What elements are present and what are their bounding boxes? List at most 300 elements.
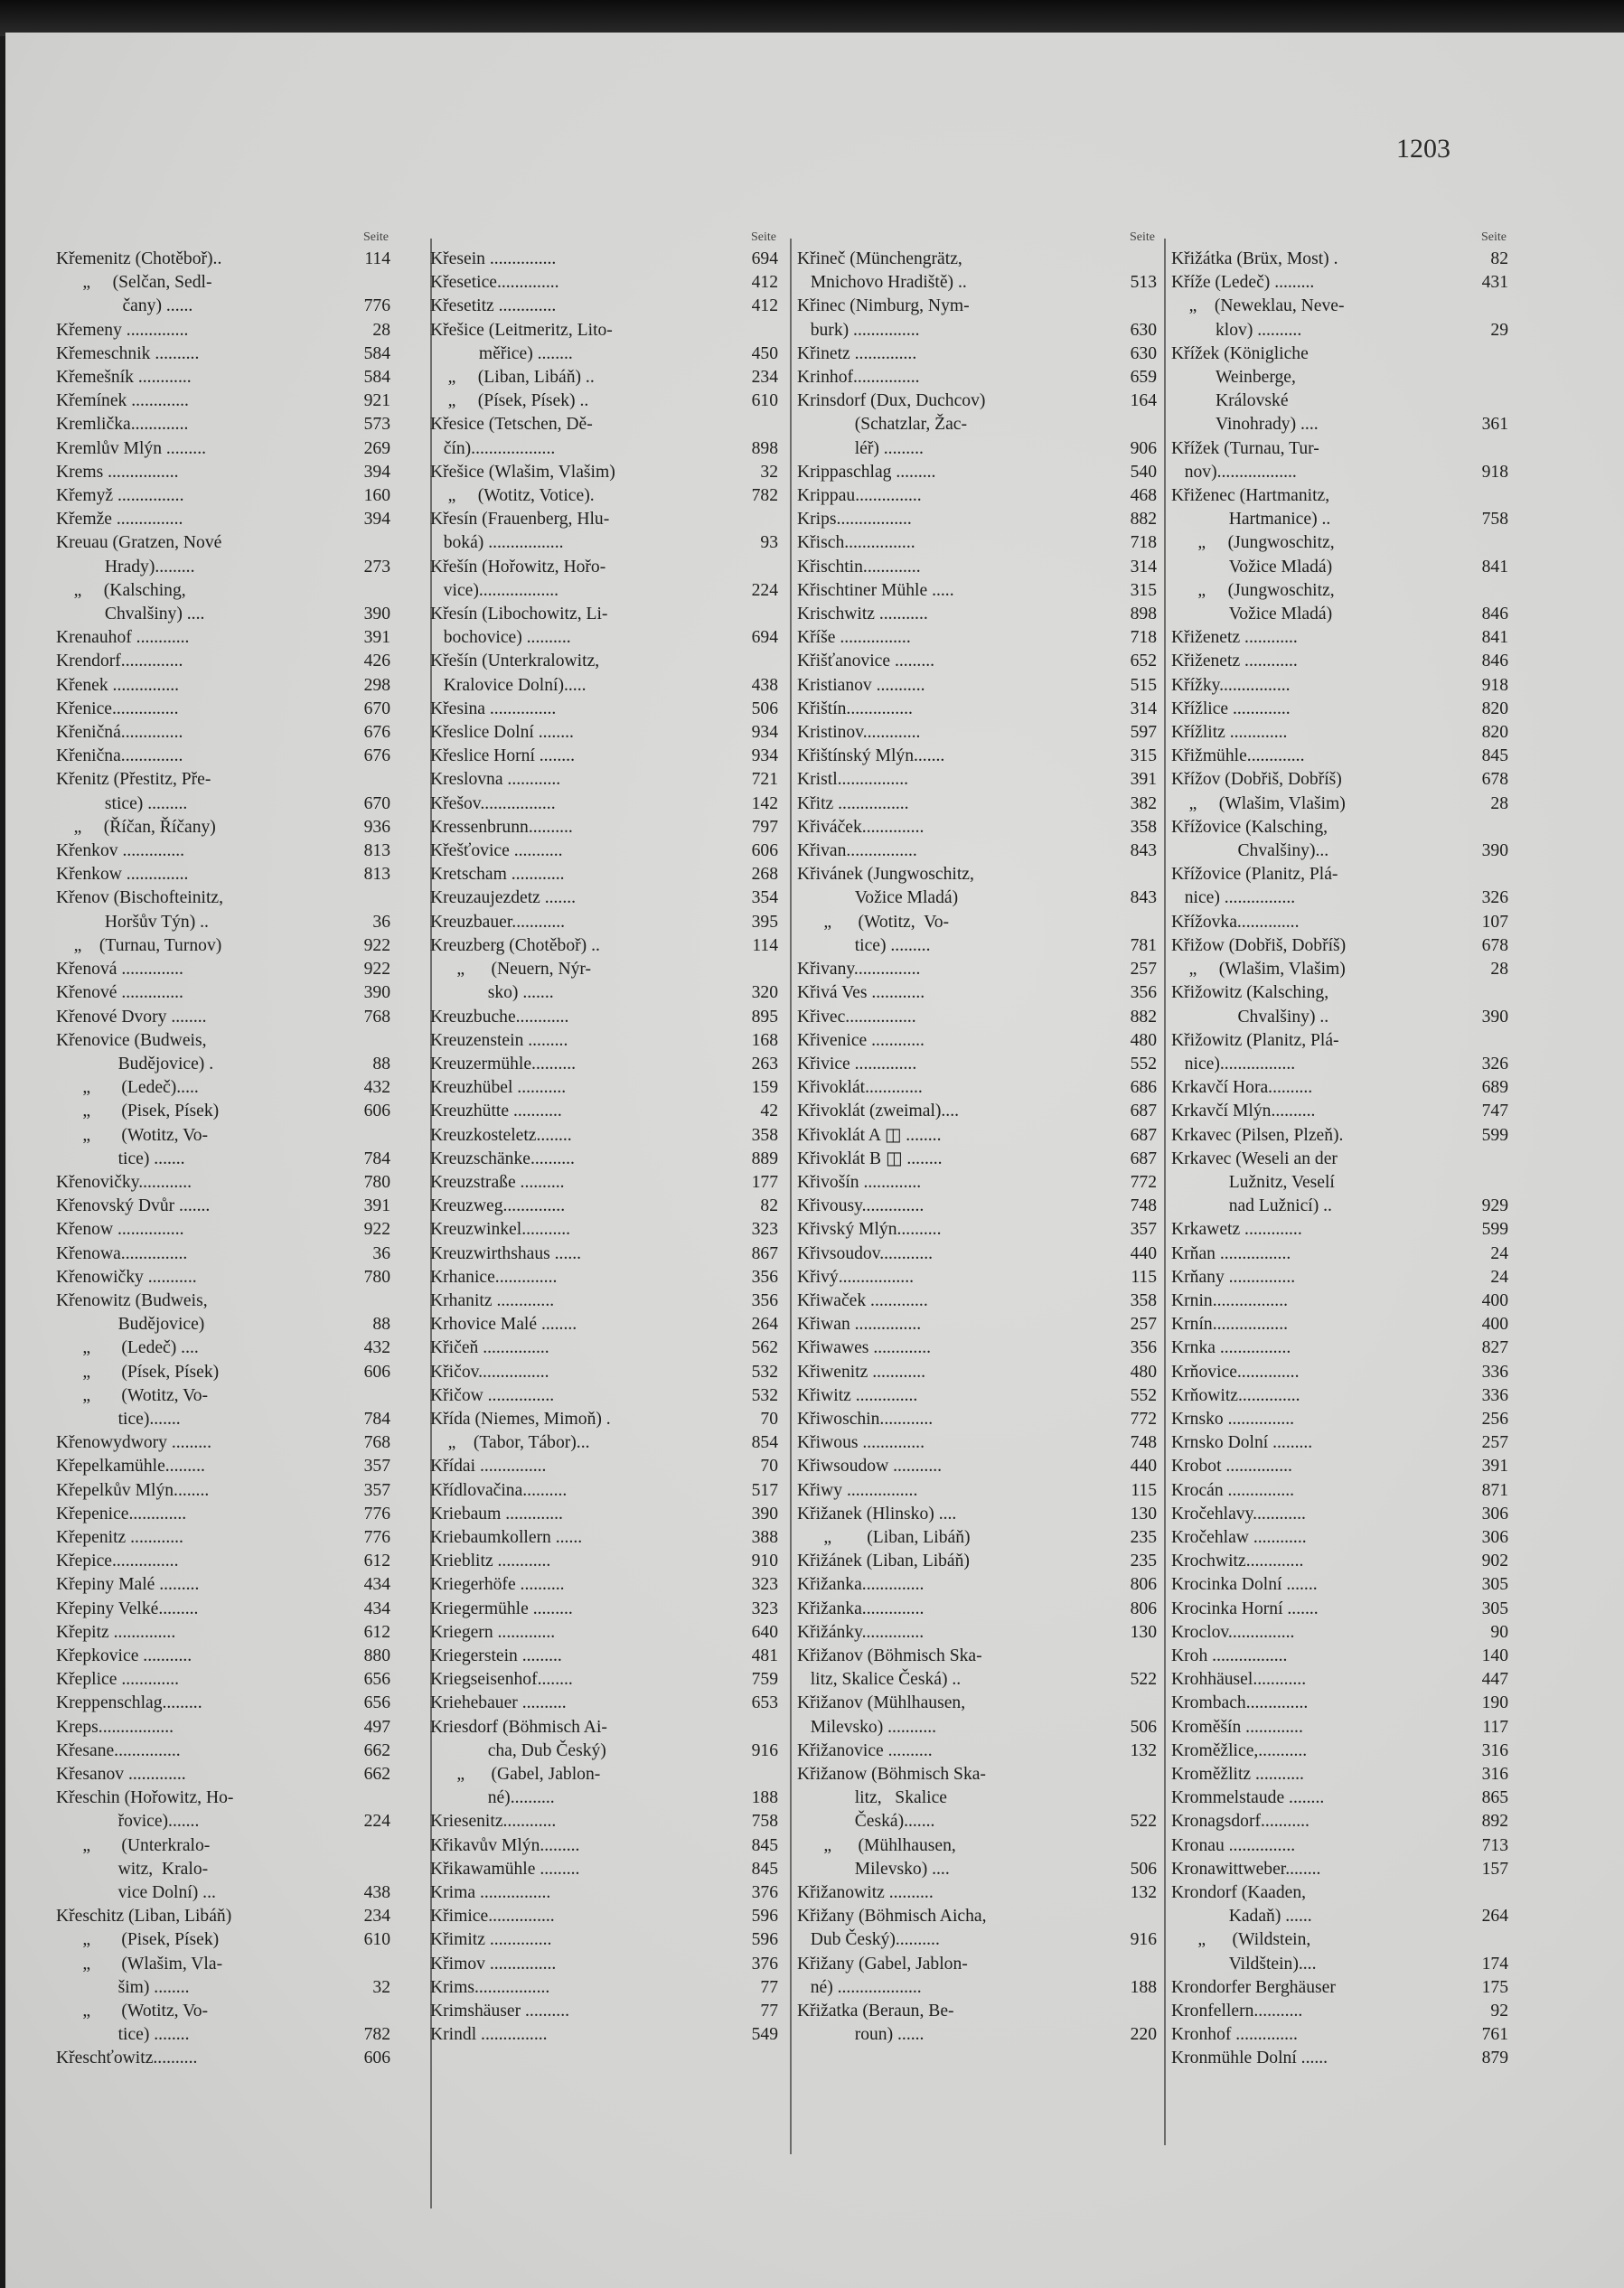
entry-place-name: Křivošín ............. [797, 1172, 922, 1192]
entry-page-number: 434 [363, 1575, 390, 1595]
index-entry [1171, 816, 1508, 839]
entry-place-name: Budějovice) [56, 1315, 205, 1335]
index-entry [56, 1171, 390, 1195]
entry-page-number: 264 [1481, 1907, 1508, 1927]
entry-place-name: „ (Wotitz, Vo- [56, 1125, 209, 1145]
entry-place-name: Krischwitz ........... [797, 605, 928, 624]
entry-page-number: 28 [1490, 960, 1508, 980]
entry-place-name: Krnin................. [1171, 1290, 1288, 1310]
index-entry [56, 271, 390, 295]
index-entry [430, 934, 778, 958]
entry-place-name: Kreuzkosteletz........ [430, 1125, 572, 1145]
entry-page-number: 177 [751, 1172, 778, 1192]
entry-place-name: Horšův Týn) .. [56, 912, 209, 932]
index-entry [1171, 1668, 1508, 1692]
column-divider [1164, 239, 1166, 2145]
entry-place-name: „ (Liban, Libáň) [797, 1527, 971, 1547]
entry-place-name: „ (Selčan, Sedl- [56, 273, 212, 293]
entry-page-number: 797 [751, 817, 778, 837]
index-entry [56, 721, 390, 745]
index-entry [797, 295, 1157, 318]
entry-place-name: Křišťanovice ......... [797, 652, 935, 671]
entry-place-name: Křepelkamühle......... [56, 1457, 205, 1477]
entry-place-name: Křižanov (Mühlhausen, [797, 1693, 966, 1713]
entry-place-name: Křischtiner Mühle ..... [797, 580, 954, 600]
entry-page-number: 552 [1130, 1054, 1157, 1074]
entry-page-number: 391 [1130, 770, 1157, 790]
index-entry [430, 248, 778, 271]
index-entry [797, 1953, 1157, 1976]
index-entry [1171, 650, 1508, 673]
entry-place-name: Křenowydwory ......... [56, 1433, 211, 1453]
entry-page-number: 659 [1130, 368, 1157, 388]
index-entry [56, 1384, 390, 1408]
entry-place-name: Křivoklát A ◫ ........ [797, 1125, 942, 1145]
entry-place-name: Křížek (Turnau, Tur- [1171, 438, 1319, 458]
index-entry [430, 295, 778, 318]
entry-page-number: 88 [372, 1315, 390, 1335]
entry-place-name: Křešín (Unterkralowitz, [430, 652, 600, 671]
entry-page-number: 782 [751, 486, 778, 506]
entry-place-name: Křischtin............. [797, 557, 921, 577]
entry-place-name: „ (Turnau, Turnov) [56, 935, 222, 955]
entry-place-name: Křížovice (Planitz, Plá- [1171, 865, 1338, 885]
entry-place-name: Křižatka (Beraun, Be- [797, 2002, 954, 2021]
entry-page-number: 867 [751, 1243, 778, 1263]
index-entry [797, 271, 1157, 295]
index-entry [1171, 271, 1508, 295]
entry-page-number: 394 [363, 510, 390, 530]
index-entry [56, 958, 390, 981]
index-entry [430, 911, 778, 934]
entry-page-number: 323 [751, 1575, 778, 1595]
entry-page-number: 24 [1490, 1267, 1508, 1287]
entry-page-number: 780 [363, 1267, 390, 1287]
entry-place-name: Krimshäuser .......... [430, 2002, 570, 2021]
index-entry [797, 839, 1157, 863]
index-entry [430, 1289, 778, 1313]
entry-page-number: 843 [1130, 888, 1157, 908]
entry-place-name: „ (Wotitz, Vo- [56, 1385, 209, 1405]
entry-page-number: 142 [751, 793, 778, 813]
entry-page-number: 599 [1481, 1220, 1508, 1240]
entry-place-name: Kristinov............. [797, 723, 921, 743]
entry-place-name: Křičeň ............... [430, 1338, 549, 1358]
entry-place-name: Křenové .............. [56, 983, 183, 1003]
index-entry [430, 1431, 778, 1455]
entry-place-name: Křeschin (Hořowitz, Ho- [56, 1788, 234, 1808]
index-entry [797, 981, 1157, 1005]
index-entry [56, 934, 390, 958]
entry-page-number: 320 [751, 983, 778, 1003]
entry-page-number: 24 [1490, 1243, 1508, 1263]
entry-place-name: Krima ................ [430, 1883, 551, 1903]
entry-page-number: 640 [751, 1622, 778, 1642]
index-entry [56, 579, 390, 603]
entry-page-number: 610 [751, 391, 778, 411]
entry-page-number: 234 [751, 368, 778, 388]
entry-place-name: „ (Jungwoschitz, [1171, 533, 1335, 553]
entry-place-name: Kroclov............... [1171, 1622, 1295, 1642]
index-entry [56, 437, 390, 461]
index-entry [430, 1834, 778, 1858]
entry-place-name: Kronmühle Dolní ...... [1171, 2049, 1328, 2068]
entry-place-name: Křinec (Nimburg, Nym- [797, 296, 970, 316]
entry-page-number: 268 [751, 865, 778, 885]
index-entry [56, 839, 390, 863]
index-entry [430, 508, 778, 531]
index-entry [56, 1408, 390, 1431]
entry-place-name: nov).................. [1171, 462, 1297, 482]
index-entry [1171, 1905, 1508, 1928]
entry-place-name: Křištín............... [797, 699, 913, 718]
index-entry [1171, 1645, 1508, 1668]
index-entry [56, 484, 390, 508]
entry-place-name: Křesina ............... [430, 699, 557, 718]
entry-page-number: 889 [751, 1149, 778, 1168]
entry-page-number: 264 [751, 1315, 778, 1335]
entry-place-name: Kriegerhöfe .......... [430, 1575, 565, 1595]
entry-page-number: 357 [1130, 1220, 1157, 1240]
index-entry [1171, 1953, 1508, 1976]
index-entry [1171, 1431, 1508, 1455]
entry-place-name: nice) ................ [1171, 888, 1296, 908]
entry-place-name: Krocinka Dolní ....... [1171, 1575, 1318, 1595]
entry-page-number: 90 [1490, 1622, 1508, 1642]
entry-place-name: Křivec................ [797, 1007, 916, 1027]
entry-place-name: klov) .......... [1171, 320, 1302, 340]
index-entry [56, 911, 390, 934]
entry-place-name: Křiwitz .............. [797, 1385, 918, 1405]
entry-place-name: Kreuzwirthshaus ...... [430, 1243, 582, 1263]
index-entry [1171, 366, 1508, 389]
entry-place-name: Křikawamühle ......... [430, 1859, 580, 1879]
entry-page-number: 820 [1481, 699, 1508, 718]
entry-place-name: Křenowa............... [56, 1243, 188, 1263]
entry-place-name: Křižow (Dobřiš, Dobříš) [1171, 935, 1347, 955]
entry-place-name: Kříše ................ [797, 628, 911, 648]
entry-place-name: Chvalšiny) .. [1171, 1007, 1329, 1027]
entry-place-name: „ (Wlašim, Vlašim) [1171, 793, 1346, 813]
entry-page-number: 721 [751, 770, 778, 790]
entry-page-number: 305 [1481, 1599, 1508, 1618]
entry-page-number: 806 [1130, 1599, 1157, 1618]
entry-page-number: 694 [751, 249, 778, 268]
entry-page-number: 481 [751, 1646, 778, 1665]
entry-page-number: 88 [372, 1054, 390, 1074]
entry-page-number: 687 [1130, 1149, 1157, 1168]
index-entry [1171, 934, 1508, 958]
entry-page-number: 431 [1481, 273, 1508, 293]
entry-page-number: 584 [363, 343, 390, 363]
entry-page-number: 224 [363, 1812, 390, 1832]
index-entry [797, 1645, 1157, 1668]
entry-place-name: Křižanowitz .......... [797, 1883, 934, 1903]
entry-place-name: Kriegseisenhof........ [430, 1670, 573, 1690]
entry-place-name: Kroh ................. [1171, 1646, 1288, 1665]
index-entry [430, 1171, 778, 1195]
entry-page-number: 273 [363, 557, 390, 577]
index-entry [430, 1479, 778, 1503]
entry-place-name: Křenkow .............. [56, 865, 189, 885]
entry-place-name: Krhanice.............. [430, 1267, 558, 1287]
index-entry [797, 1550, 1157, 1573]
entry-place-name: Křenek ............... [56, 675, 180, 695]
index-entry [1171, 1692, 1508, 1715]
entry-page-number: 599 [1481, 1125, 1508, 1145]
entry-page-number: 36 [372, 912, 390, 932]
entry-place-name: Křeplice ............. [56, 1670, 180, 1690]
entry-place-name: Krippau............... [797, 486, 922, 506]
entry-place-name: řovice)....... [56, 1812, 200, 1832]
entry-page-number: 390 [363, 605, 390, 624]
index-entry [430, 626, 778, 650]
entry-place-name: nice)................. [1171, 1054, 1296, 1074]
entry-page-number: 358 [1130, 817, 1157, 837]
index-entry [1171, 1858, 1508, 1881]
entry-place-name: Křepitz .............. [56, 1622, 176, 1642]
entry-page-number: 400 [1481, 1315, 1508, 1335]
entry-place-name: tice) ......... [797, 935, 931, 955]
entry-page-number: 781 [1130, 935, 1157, 955]
entry-page-number: 391 [363, 1196, 390, 1216]
index-entry [56, 1645, 390, 1668]
entry-place-name: Krendorf.............. [56, 652, 183, 671]
entry-place-name: Křenice............... [56, 699, 179, 718]
entry-place-name: Kročehlaw ............ [1171, 1527, 1307, 1547]
entry-place-name: Křiženetz ............ [1171, 628, 1298, 648]
entry-page-number: 630 [1130, 343, 1157, 363]
entry-page-number: 107 [1481, 912, 1508, 932]
index-entry [797, 389, 1157, 413]
entry-page-number: 358 [1130, 1290, 1157, 1310]
index-entry [56, 1739, 390, 1763]
entry-page-number: 718 [1130, 533, 1157, 553]
entry-page-number: 432 [363, 1078, 390, 1098]
entry-page-number: 235 [1130, 1527, 1157, 1547]
entry-page-number: 376 [751, 1883, 778, 1903]
index-entry [430, 461, 778, 484]
entry-place-name: Křídlovačina.......... [430, 1480, 568, 1500]
entry-place-name: Křesanov ............. [56, 1765, 186, 1784]
entry-place-name: Kriegermühle ......... [430, 1599, 573, 1618]
index-entry [1171, 1810, 1508, 1833]
entry-page-number: 188 [751, 1788, 778, 1808]
entry-page-number: 906 [1130, 438, 1157, 458]
entry-place-name: Křeschťowitz.......... [56, 2049, 198, 2068]
entry-page-number: 748 [1130, 1433, 1157, 1453]
entry-place-name: Křivánek (Jungwoschitz, [797, 865, 974, 885]
index-entry [797, 2023, 1157, 2047]
index-entry [56, 816, 390, 839]
entry-page-number: 921 [363, 391, 390, 411]
index-entry [430, 1526, 778, 1550]
index-entry [1171, 1526, 1508, 1550]
entry-place-name: Kroměžlitz ........... [1171, 1765, 1304, 1784]
index-entries [1171, 248, 1508, 2071]
index-entry [430, 1905, 778, 1928]
index-entry [56, 1266, 390, 1289]
entry-place-name: Kreuzbuche............ [430, 1007, 569, 1027]
entry-place-name: Křivousy.............. [797, 1196, 925, 1216]
entry-page-number: 841 [1481, 557, 1508, 577]
entry-place-name: Křepice............... [56, 1552, 179, 1571]
entry-place-name: Krkavčí Mlýn.......... [1171, 1102, 1316, 1121]
index-entry [797, 1905, 1157, 1928]
index-entry [797, 1384, 1157, 1408]
entry-page-number: 438 [751, 675, 778, 695]
index-entry [797, 1148, 1157, 1171]
index-entry [1171, 1479, 1508, 1503]
entry-place-name: sko) ....... [430, 983, 554, 1003]
entry-page-number: 597 [1130, 723, 1157, 743]
entry-page-number: 175 [1481, 1977, 1508, 1997]
entry-place-name: Křenowitz (Budweis, [56, 1290, 208, 1310]
index-entry [56, 1503, 390, 1526]
entry-place-name: Kronagsdorf........... [1171, 1812, 1310, 1832]
index-entry [56, 366, 390, 389]
entry-place-name: Křikavův Mlýn......... [430, 1835, 580, 1855]
entry-page-number: 257 [1130, 1315, 1157, 1335]
index-entry [56, 1786, 390, 1810]
entry-page-number: 758 [1481, 510, 1508, 530]
entry-page-number: 70 [760, 1457, 778, 1477]
entry-place-name: Milevsko) .... [797, 1859, 950, 1879]
index-entry [56, 1858, 390, 1881]
entry-page-number: 820 [1481, 723, 1508, 743]
entry-place-name: Křeničná.............. [56, 723, 183, 743]
index-entry [1171, 1006, 1508, 1029]
index-entry [56, 508, 390, 531]
index-entry [430, 1976, 778, 2000]
index-entry [797, 1692, 1157, 1715]
index-entry [56, 1289, 390, 1313]
index-entry [797, 1834, 1157, 1858]
index-entry [797, 650, 1157, 673]
entry-place-name: Křesín (Libochowitz, Li- [430, 605, 608, 624]
index-entry [430, 1218, 778, 1242]
entry-place-name: Milevsko) ........... [797, 1717, 937, 1737]
entry-place-name: Krems ................ [56, 462, 179, 482]
entry-place-name: Křiváček.............. [797, 817, 925, 837]
entry-place-name: Křeschitz (Liban, Libáň) [56, 1907, 232, 1927]
entry-page-number: 323 [751, 1220, 778, 1240]
index-entry [1171, 863, 1508, 886]
entry-page-number: 28 [1490, 793, 1508, 813]
entry-page-number: 426 [363, 652, 390, 671]
entry-place-name: vice Dolní) ... [56, 1883, 216, 1903]
entry-page-number: 552 [1130, 1385, 1157, 1405]
entry-place-name: Krkavčí Hora.......... [1171, 1078, 1313, 1098]
index-entry [430, 1455, 778, 1478]
entry-page-number: 506 [1130, 1717, 1157, 1737]
entry-place-name: Křížovka.............. [1171, 912, 1300, 932]
index-entry [430, 1076, 778, 1100]
index-entry [56, 1810, 390, 1833]
entry-page-number: 687 [1130, 1102, 1157, 1121]
entry-place-name: Křenovský Dvůr ....... [56, 1196, 211, 1216]
entry-page-number: 82 [760, 1196, 778, 1216]
entry-page-number: 132 [1130, 1883, 1157, 1903]
entry-place-name: Křivá Ves ............ [797, 983, 925, 1003]
entry-place-name: „ (Wotitz, Votice). [430, 486, 595, 506]
entry-place-name: (Schatzlar, Žac- [797, 415, 968, 435]
index-entry [56, 389, 390, 413]
entry-page-number: 694 [751, 628, 778, 648]
entry-page-number: 117 [1482, 1717, 1508, 1737]
entry-place-name: Křižowitz (Kalsching, [1171, 983, 1329, 1003]
index-entries [797, 248, 1157, 2047]
index-entry [797, 342, 1157, 366]
entry-place-name: „ (Wlašim, Vla- [56, 1954, 223, 1974]
index-entry [56, 413, 390, 436]
index-entry [430, 1810, 778, 1833]
index-entry [430, 1739, 778, 1763]
entry-page-number: 356 [1130, 1338, 1157, 1358]
entry-place-name: „ (Neweklau, Neve- [1171, 296, 1345, 316]
entry-place-name: Kreuzermühle.......... [430, 1054, 577, 1074]
entry-place-name: Kreuzweg.............. [430, 1196, 566, 1216]
index-entry [430, 1195, 778, 1218]
entry-place-name: Krinsdorf (Dux, Duchcov) [797, 391, 986, 411]
entry-place-name: vice).................. [430, 580, 559, 600]
entry-place-name: Kreuau (Gratzen, Nové [56, 533, 222, 553]
entry-page-number: 269 [363, 438, 390, 458]
index-entry [1171, 674, 1508, 698]
entry-page-number: 497 [363, 1717, 390, 1737]
entry-page-number: 596 [751, 1930, 778, 1950]
index-entry [1171, 1076, 1508, 1100]
entry-place-name: „ (Písek, Písek) [56, 1362, 220, 1382]
index-entry [797, 248, 1157, 271]
entry-place-name: Křižanek (Hlinsko) .... [797, 1504, 957, 1524]
index-entry [1171, 508, 1508, 531]
entry-page-number: 892 [1481, 1812, 1508, 1832]
index-entry [430, 319, 778, 342]
entry-page-number: 440 [1130, 1457, 1157, 1477]
index-entry [1171, 698, 1508, 721]
entry-page-number: 806 [1130, 1575, 1157, 1595]
entry-page-number: 323 [751, 1599, 778, 1618]
entry-page-number: 357 [363, 1480, 390, 1500]
entry-place-name: Kremlův Mlýn ......... [56, 438, 206, 458]
index-entry [1171, 626, 1508, 650]
index-entry [797, 603, 1157, 626]
index-entry [1171, 1100, 1508, 1123]
index-entry [56, 1006, 390, 1029]
entry-page-number: 92 [1490, 2002, 1508, 2021]
index-entry [56, 650, 390, 673]
index-entry [430, 1006, 778, 1029]
entry-place-name: Křída (Niemes, Mimoň) . [430, 1409, 611, 1429]
index-entry [56, 1692, 390, 1715]
index-entry [1171, 1550, 1508, 1573]
index-entry [1171, 958, 1508, 981]
index-entry [430, 1881, 778, 1905]
entry-page-number: 916 [1130, 1930, 1157, 1950]
entry-page-number: 29 [1490, 320, 1508, 340]
index-entry [797, 556, 1157, 579]
entry-place-name: „ (Říčan, Říčany) [56, 817, 216, 837]
index-entry [797, 1573, 1157, 1597]
entry-page-number: 843 [1130, 841, 1157, 861]
entry-place-name: Křižanka.............. [797, 1575, 925, 1595]
entry-page-number: 747 [1481, 1102, 1508, 1121]
entry-page-number: 160 [363, 486, 390, 506]
index-entry [430, 745, 778, 768]
index-entry [1171, 579, 1508, 603]
entry-place-name: Krindl ............... [430, 2025, 548, 2045]
